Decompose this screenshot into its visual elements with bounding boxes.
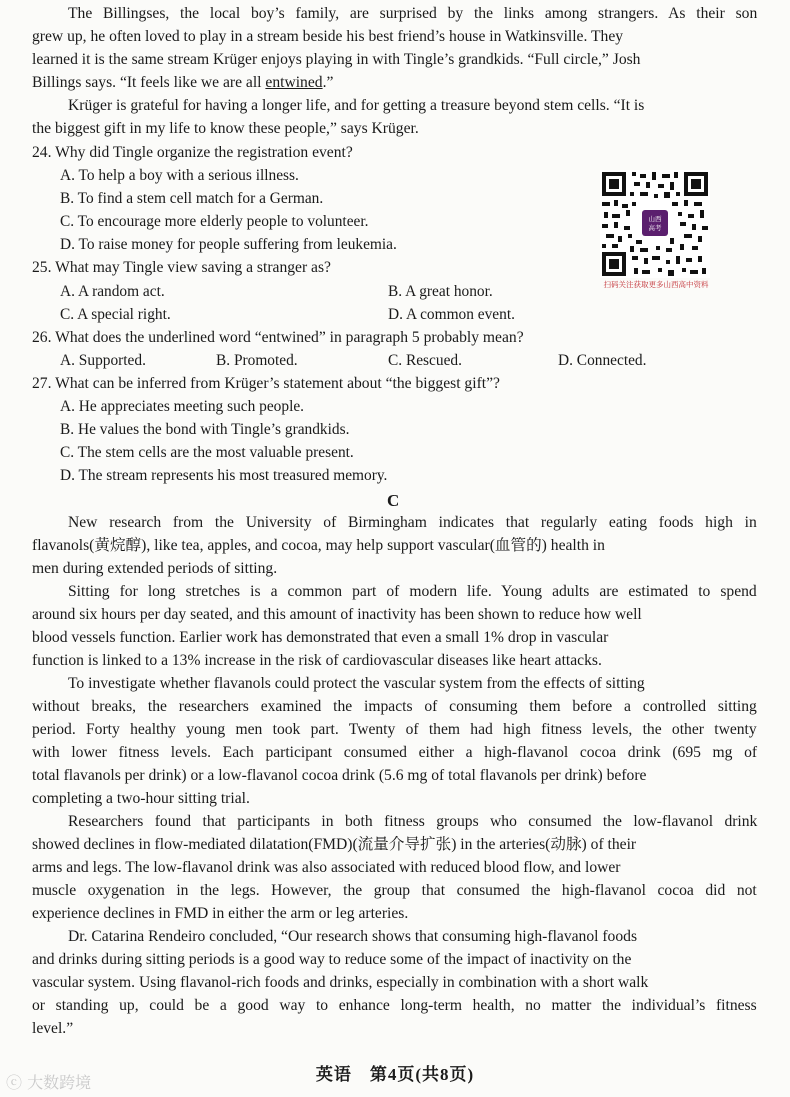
- text-line: and drinks during sitting periods is a good way to reduce some of the impact of inactivity on the: [32, 951, 632, 968]
- option: C. The stem cells are the most valuable present.: [60, 444, 354, 461]
- option: B. To find a stem cell match for a German.: [60, 190, 324, 207]
- option: D. Connected.: [558, 352, 647, 369]
- text-line: Sitting for long stretches is a common part of modern life. Young adults are estimated to spend: [68, 583, 757, 600]
- question-stem: 27. What can be inferred from Krüger’s statement about “the biggest gift”?: [32, 375, 500, 392]
- option: B. He values the bond with Tingle’s grandkids.: [60, 421, 350, 438]
- text-fragment: .”: [322, 74, 334, 91]
- text-line: the biggest gift in my life to know these people,” says Krüger.: [32, 120, 419, 137]
- qr-code-icon: [600, 170, 710, 278]
- option: C. A special right.: [60, 306, 171, 323]
- question-stem: 25. What may Tingle view saving a stranger as?: [32, 259, 331, 276]
- option: C. To encourage more elderly people to volunteer.: [60, 213, 369, 230]
- watermark-logo-icon: ⓒ: [6, 1073, 28, 1092]
- text-line: level.”: [32, 1020, 74, 1037]
- qr-logo-text-1: 山西: [648, 215, 662, 223]
- text-line: [32, 73, 333, 93]
- text-line: without breaks, the researchers examined the impacts of consuming them before a controlled sitting: [32, 698, 757, 715]
- option: D. The stream represents his most treasured memory.: [60, 467, 388, 484]
- qr-logo-text-2: 高考: [648, 224, 662, 232]
- text-line: period. Forty healthy young men took part. Twenty of them had high fitness levels, the other twenty: [32, 721, 757, 738]
- text-line: or standing up, could be a good way to enhance long-term health, no matter the individual’s fitness: [32, 997, 757, 1014]
- option: B. A great honor.: [388, 283, 493, 300]
- text-line: Dr. Catarina Rendeiro concluded, “Our research shows that consuming high-flavanol foods: [68, 928, 638, 945]
- text-line: muscle oxygenation in the legs. However, the group that consumed the high-flavanol cocoa did not: [32, 882, 757, 899]
- watermark: [6, 1070, 91, 1093]
- text-line: total flavanols per drink) or a low-flavanol cocoa drink (5.6 mg of total flavanols per drink) before: [32, 767, 647, 784]
- option: D. To raise money for people suffering from leukemia.: [60, 236, 397, 253]
- text-line: grew up, he often loved to play in a stream beside his best friend’s house in Watkinsville. They: [32, 28, 624, 45]
- option: B. Promoted.: [216, 352, 298, 369]
- text-line: Researchers found that participants in both fitness groups who consumed the low-flavanol drink: [68, 813, 758, 830]
- watermark-text: 大数跨境: [27, 1073, 92, 1092]
- text-line: with lower fitness levels. Each participant consumed either a high-flavanol cocoa drink (695 mg of: [32, 744, 758, 761]
- option: A. He appreciates meeting such people.: [60, 398, 305, 415]
- text-line: flavanols(黄烷醇), like tea, apples, and cocoa, may help support vascular(血管的) health in: [32, 537, 605, 554]
- text-line: men during extended periods of sitting.: [32, 560, 278, 577]
- option: D. A common event.: [388, 306, 515, 323]
- option: A. Supported.: [60, 352, 146, 369]
- text-line: New research from the University of Birmingham indicates that regularly eating foods high in: [68, 514, 757, 531]
- text-fragment: Billings says. “It feels like we are all: [32, 74, 266, 91]
- qr-caption: 扫码关注获取更多山西高中资料: [603, 280, 709, 289]
- question-stem: 26. What does the underlined word “entwined” in paragraph 5 probably mean?: [32, 329, 524, 346]
- underlined-word-entwined: entwined: [265, 74, 323, 91]
- text-line: vascular system. Using flavanol-rich foods and drinks, especially in combination with a short walk: [32, 974, 649, 991]
- option: A. A random act.: [60, 283, 165, 300]
- text-line: learned it is the same stream Krüger enjoys playing in with Tingle’s grandkids. “Full circle,” Josh: [32, 51, 641, 68]
- qr-code[interactable]: [600, 170, 710, 278]
- text-line: The Billingses, the local boy’s family, are surprised by the links among strangers. As their son: [68, 5, 758, 22]
- text-line: experience declines in FMD in either the arm or leg arteries.: [32, 905, 409, 922]
- option: C. Rescued.: [388, 352, 462, 369]
- text-line: completing a two-hour sitting trial.: [32, 790, 250, 807]
- text-line: showed declines in flow-mediated dilatation(FMD)(流量介导扩张) in the arteries(动脉) of their: [32, 836, 637, 853]
- question-stem: 24. Why did Tingle organize the registration event?: [32, 144, 353, 161]
- text-line: Krüger is grateful for having a longer life, and for getting a treasure beyond stem cells. “It is: [68, 97, 645, 114]
- page-footer: 英语 第4页(共8页): [315, 1065, 475, 1084]
- text-line: around six hours per day seated, and this amount of inactivity has been shown to reduce how well: [32, 606, 642, 623]
- text-line: blood vessels function. Earlier work has demonstrated that even a small 1% drop in vascular: [32, 629, 609, 646]
- section-heading-c: C: [387, 491, 400, 510]
- text-line: arms and legs. The low-flavanol drink was also associated with reduced blood flow, and lower: [32, 859, 621, 876]
- text-line: function is linked to a 13% increase in the risk of cardiovascular diseases like heart attacks.: [32, 652, 602, 669]
- option: A. To help a boy with a serious illness.: [60, 167, 299, 184]
- text-line: To investigate whether flavanols could protect the vascular system from the effects of sitting: [68, 675, 645, 692]
